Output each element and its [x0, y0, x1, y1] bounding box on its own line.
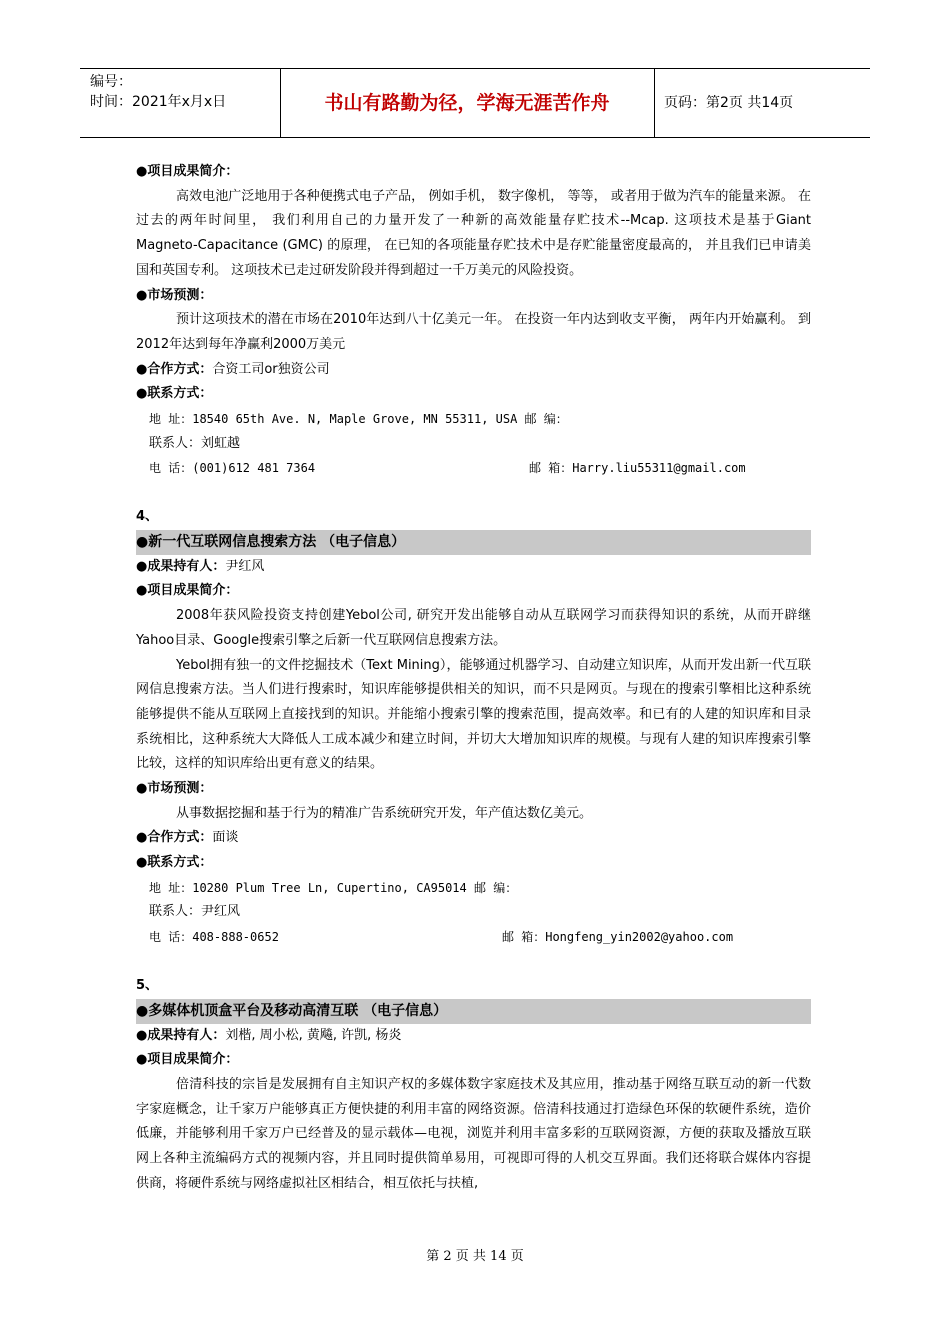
- header-meta: [80, 69, 281, 137]
- s4-contact-label: ●联系方式：: [136, 855, 213, 871]
- s4-coop-label: ●合作方式：: [136, 830, 213, 846]
- s4-holder-name: 尹红风: [225, 558, 265, 574]
- s5-paragraph-1: 倍清科技的宗旨是发展拥有自主知识产权的多媒体数字家庭技术及其应用，推动基于网络互联互动的新一代数字家庭概念，让千家万户能够真正方便快捷的利用丰富的网络资源。倍清科技通过打造绿色环保的软硬件系统，造价低廉，并能够利用千家万户已经普及的显示载体—电视，浏览并利用丰富多彩的互联网资源，方便的获取及播放互联网上各种主流编码方式的视频内容，并且同时提供简单易用，可视即可得的人机交互界面。我们还将联合媒体内容提供商，将硬件系统与网络虚拟社区相结合，相互依托与扶植,: [136, 1076, 811, 1191]
- header-motto: 书山有路勤为径，学海无涯苦作舟: [280, 69, 655, 137]
- s3-coop: [136, 358, 811, 383]
- s4-address: 地 址：10280 Plum Tree Ln, Cupertino, CA95014 邮 编：: [149, 880, 518, 895]
- s5-title-bar: ●多媒体机顶盒平台及移动高清互联 （电子信息）: [136, 999, 811, 1024]
- s4-coop-text: 面谈: [212, 830, 239, 846]
- s4-paragraph-1: 2008年获风险投资支持创建Yebol公司, 研究开发出能够自动从互联网学习而获得知识的系统，从而开辟继Yahoo目录、Google搜索引擎之后新一代互联网信息搜索方法。: [136, 608, 811, 648]
- s5-holder: [136, 1024, 811, 1049]
- s3-phone: 电 话：(001)612 481 7364: [149, 461, 316, 476]
- s4-title-bar: ●新一代互联网信息搜索方法 （电子信息）: [136, 530, 811, 555]
- s3-coop-text: 合资工司or独资公司: [212, 361, 330, 377]
- s5-holder-names: 刘楷, 周小松, 黄飚, 许凯, 杨炎: [225, 1027, 402, 1043]
- s3-market-text: 预计这项技术的潜在市场在2010年达到八十亿美元一年。 在投资一年内达到收支平衡， 两年内开始赢利。 到2012年达到每年净赢利2000万美元: [136, 312, 811, 352]
- s4-paragraph-2: Yebol拥有独一的文件挖掘技术（Text Mining），能够通过机器学习、自动建立知识库，从而开发出新一代互联网信息搜索方法。当人们进行搜索时，知识库能够提供相关的知识，而不只是网页。与现在的搜索引擎相比这种系统能够提供不能从互联网上直接找到的知识。并能缩小搜索引擎的搜索范围，提高效率。和已有的人建的知识库和目录系统相比，这种系统大大降低人工成本减少和建立时间，并切大大增加知识库的规模。与现有人建的知识库搜索引擎比较，这样的知识库给出更有意义的结果。: [136, 657, 811, 772]
- s3-phone-email-row: [136, 456, 811, 481]
- s3-person: 联系人：刘虹越: [149, 435, 241, 451]
- s4-number: 4、: [136, 509, 159, 525]
- s4-email: 邮 箱：Hongfeng_yin2002@yahoo.com: [502, 930, 734, 945]
- header-page-number: 页码：第2页 共14页: [664, 95, 794, 111]
- s4-coop: [136, 826, 811, 851]
- s4-holder: [136, 555, 811, 580]
- doc-code: 编号：: [90, 74, 132, 90]
- document-body: [136, 160, 811, 1196]
- s5-holder-label: ●成果持有人：: [136, 1027, 226, 1043]
- page-footer: 第 2 页 共 14 页: [426, 1249, 524, 1264]
- s3-market-label: ●市场预测：: [136, 287, 213, 303]
- s4-holder-label: ●成果持有人：: [136, 558, 226, 574]
- s3-contact-label: ●联系方式：: [136, 386, 213, 402]
- s5-number: 5、: [136, 977, 159, 993]
- s4-phone-email-row: [136, 925, 811, 950]
- s3-email: 邮 箱：Harry.liu55311@gmail.com: [529, 461, 746, 476]
- s5-summary-label: ●项目成果简介：: [136, 1052, 239, 1068]
- doc-date: 时间：2021年x月x日: [90, 94, 227, 110]
- s4-market-text: 从事数据挖掘和基于行为的精准广告系统研究开发，年产值达数亿美元。: [176, 805, 593, 821]
- s3-address: 地 址：18540 65th Ave. N, Maple Grove, MN 55311, USA 邮 编：: [149, 411, 568, 426]
- s4-summary-label: ●项目成果简介：: [136, 583, 239, 599]
- s4-market-label: ●市场预测：: [136, 781, 213, 797]
- s3-coop-label: ●合作方式：: [136, 361, 213, 377]
- page-header: [80, 68, 870, 138]
- s4-person: 联系人：尹红风: [149, 904, 241, 920]
- s3-summary-label: ●项目成果简介：: [136, 164, 239, 179]
- s3-summary-text: 高效电池广泛地用于各种便携式电子产品， 例如手机， 数字像机， 等等， 或者用于做为汽车的能量来源。 在过去的两年时间里， 我们利用自己的力量开发了一种新的高效能量存贮技术--Mcap. 这项技术是基于Giant Magneto-Capacitance (GMC) 的原理， 在已知的各项能量存贮技术中是存贮能量密度最高的， 并且我们已申请美国和英国专利。 这项技术已走过研发阶段并得到超过一千万美元的风险投资。: [136, 188, 811, 278]
- s4-phone: 电 话：408-888-0652: [149, 930, 279, 945]
